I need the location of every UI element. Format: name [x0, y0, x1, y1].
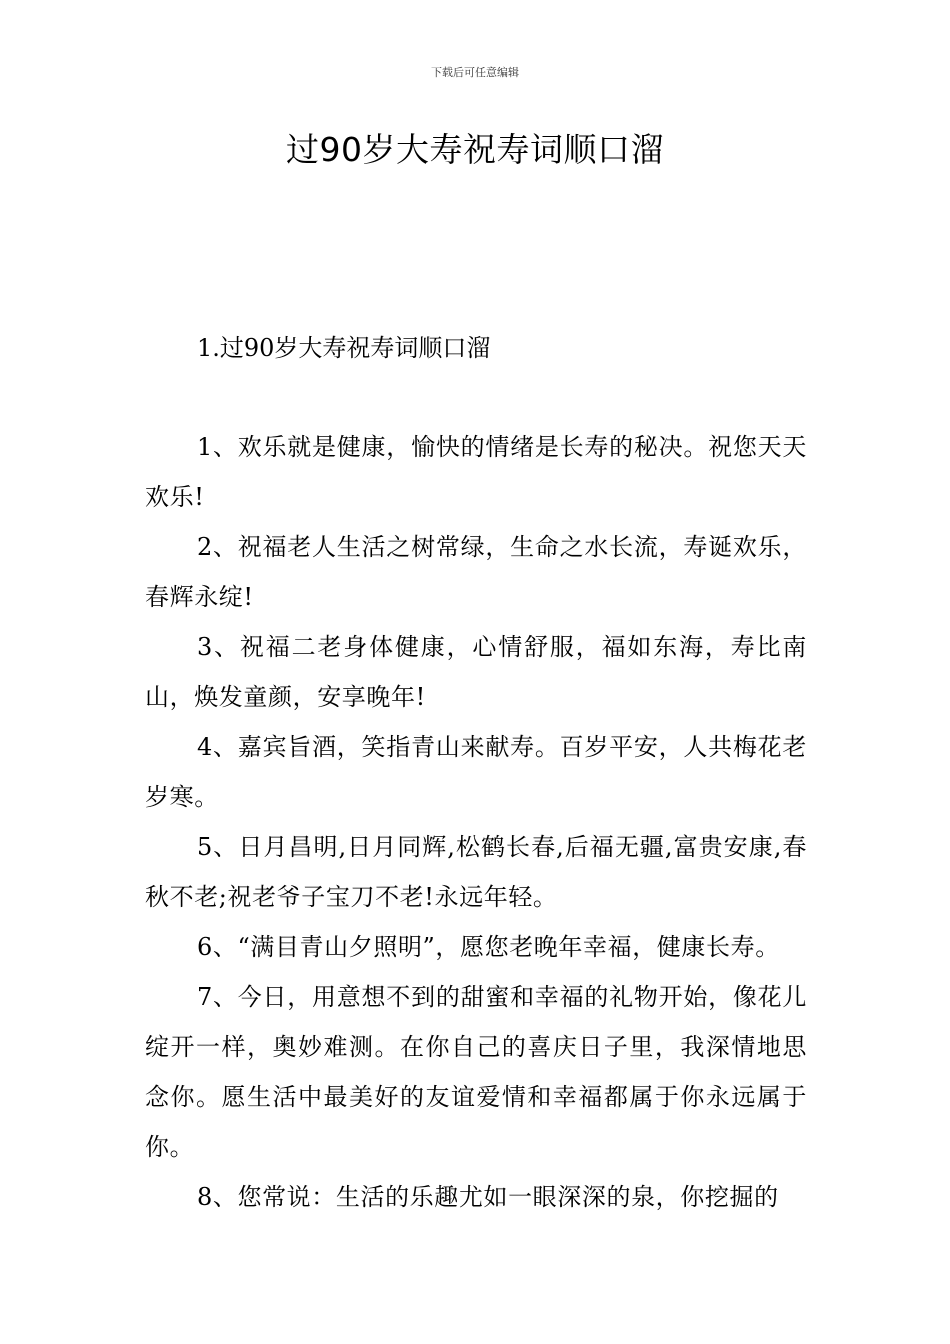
document-title: 过90岁大寿祝寿词顺口溜: [286, 130, 664, 169]
list-item: 4、嘉宾旨酒，笑指青山来献寿。百岁平安，人共梅花老岁寒。: [145, 733, 807, 811]
list-item: 2、祝福老人生活之树常绿，生命之水长流，寿诞欢乐，春辉永绽!: [145, 533, 807, 611]
list-item: 8、您常说：生活的乐趣尤如一眼深深的泉，你挖掘的: [197, 1183, 779, 1211]
list-item: 5、日月昌明,日月同辉,松鹤长春,后福无疆,富贵安康,春秋不老;祝老爷子宝刀不老!永远年轻。: [145, 833, 807, 911]
wish-list: [145, 422, 807, 1222]
section-heading: 1.过90岁大寿祝寿词顺口溜: [197, 334, 491, 362]
list-item: 1、欢乐就是健康，愉快的情绪是长寿的秘决。祝您天天欢乐!: [145, 433, 807, 511]
list-item: 3、祝福二老身体健康，心情舒服，福如东海，寿比南山，焕发童颜，安享晚年!: [145, 633, 807, 711]
header-note: 下载后可任意编辑: [431, 66, 519, 79]
list-item: 7、今日，用意想不到的甜蜜和幸福的礼物开始，像花儿绽开一样，奥妙难测。在你自己的喜庆日子里，我深情地思念你。愿生活中最美好的友谊爱情和幸福都属于你永远属于你。: [145, 983, 807, 1161]
list-item: 6、“满目青山夕照明”，愿您老晚年幸福，健康长寿。: [197, 933, 780, 961]
